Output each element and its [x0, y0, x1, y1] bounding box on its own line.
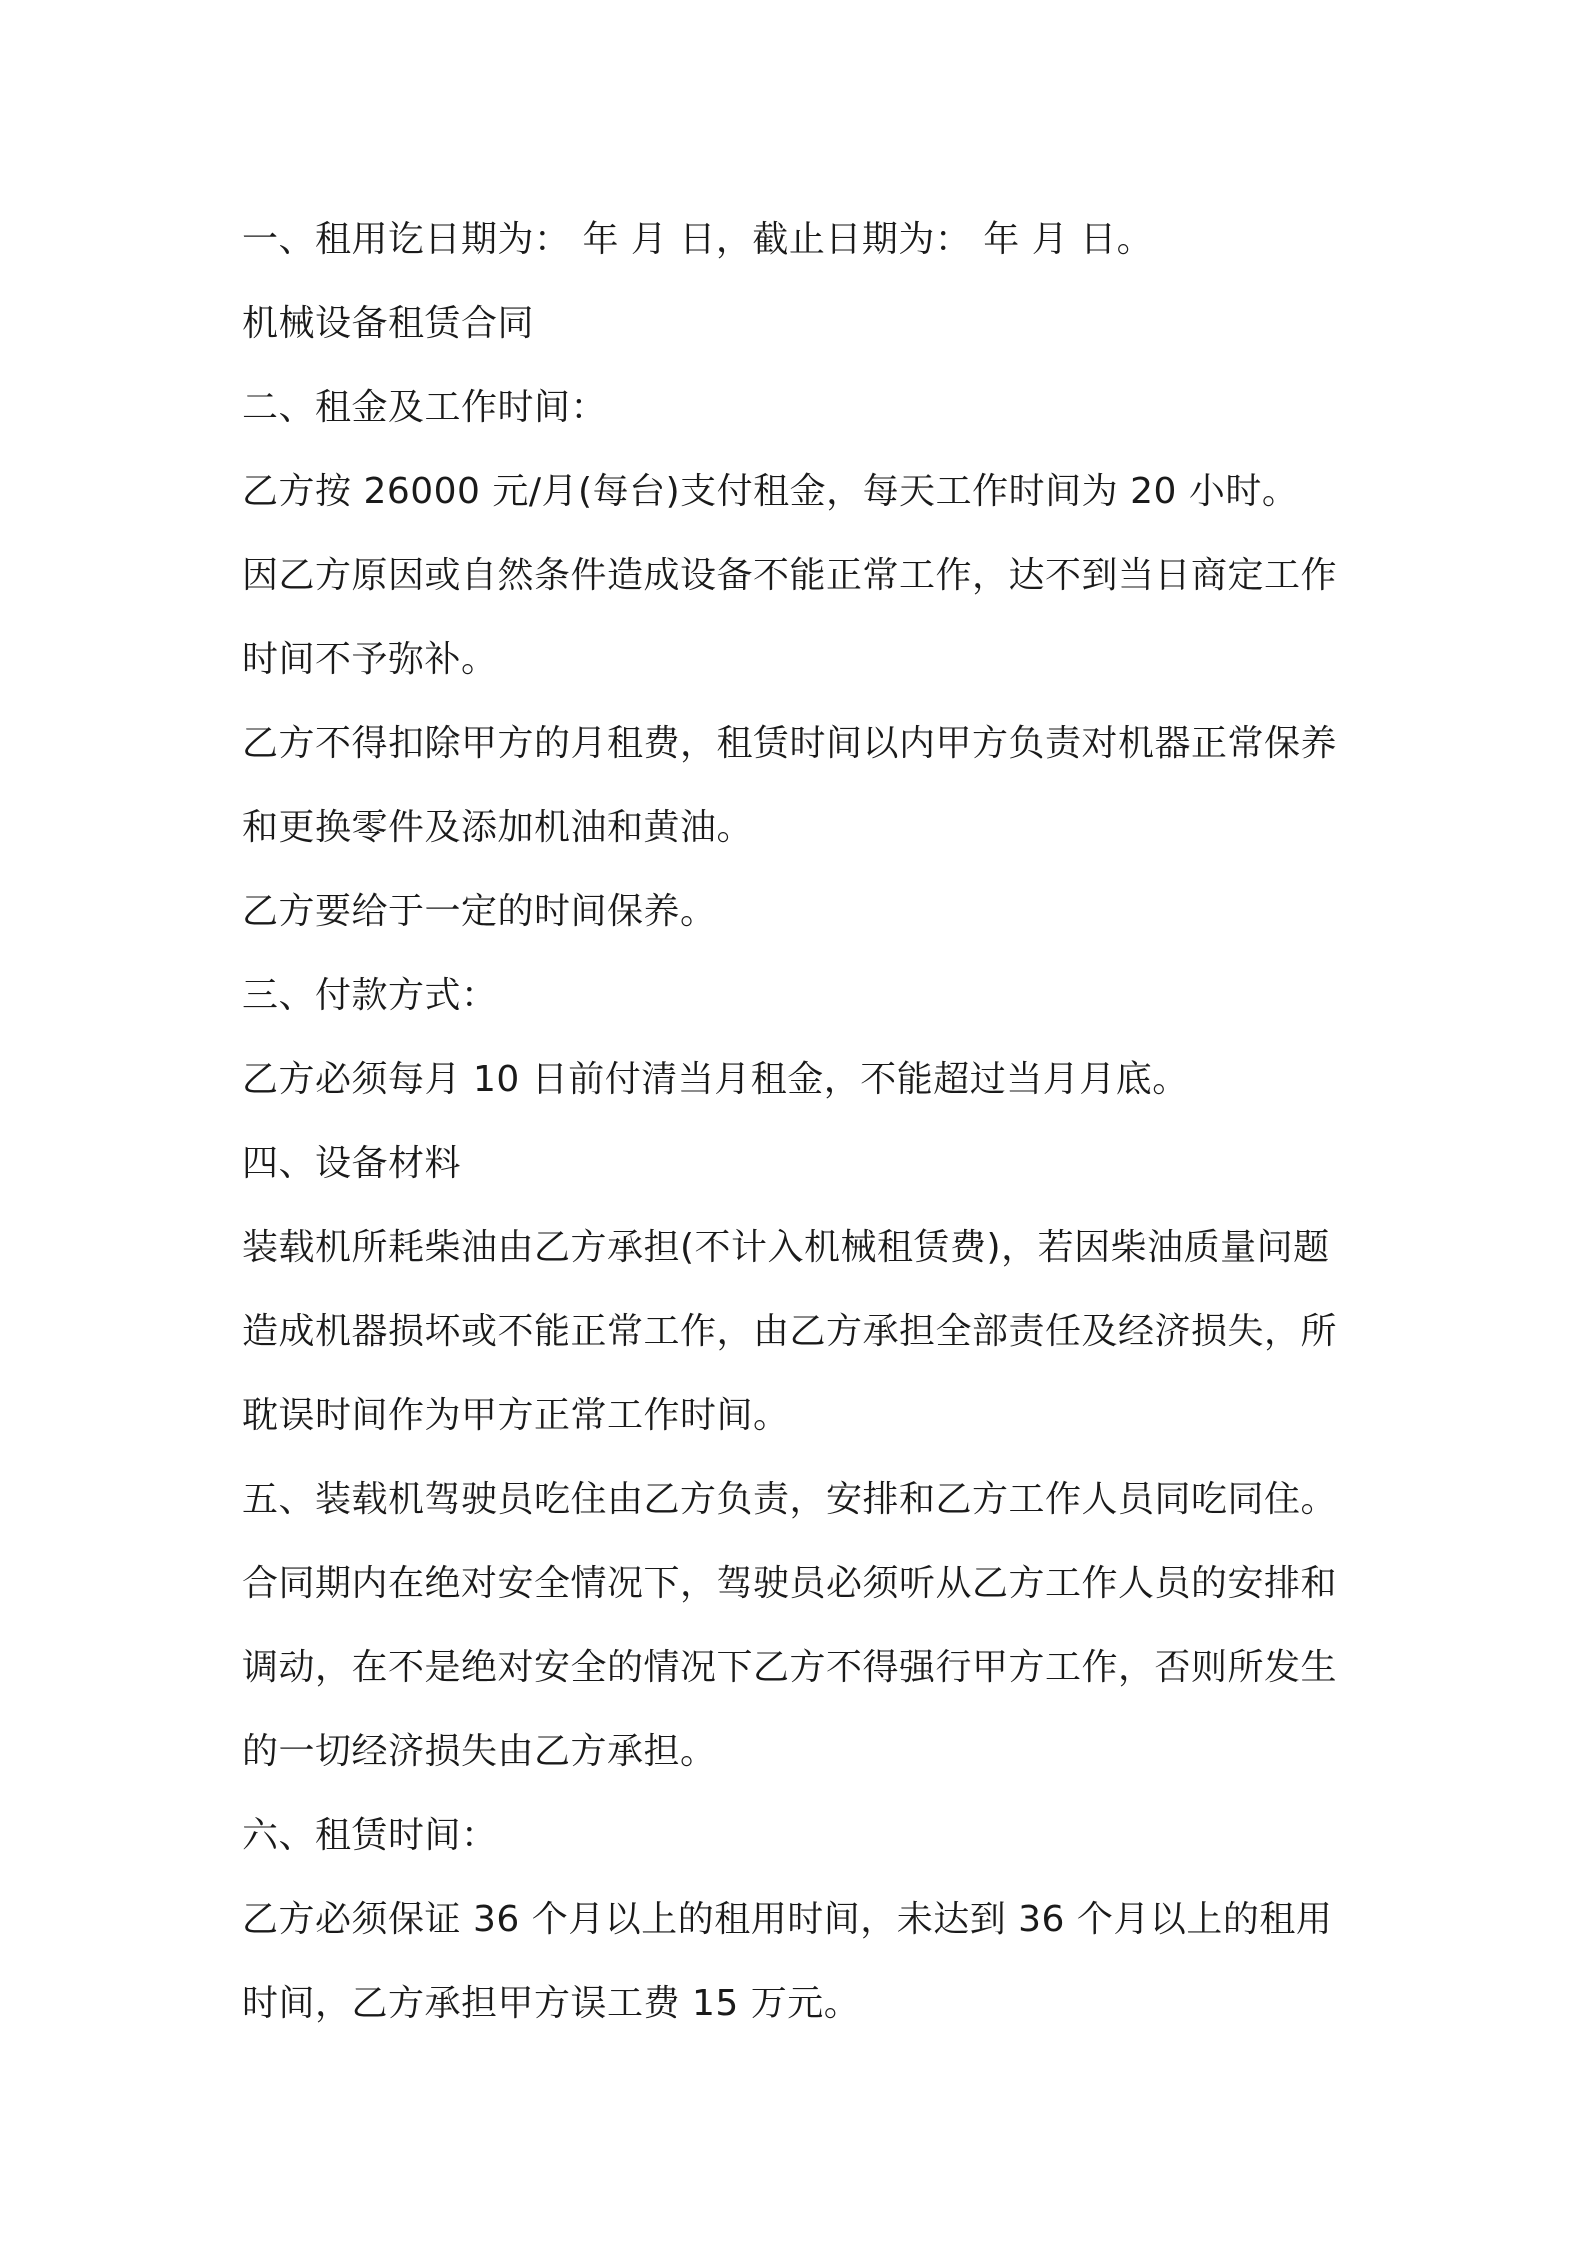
paragraph-line: 乙方必须保证 36 个月以上的租用时间，未达到 36 个月以上的租用	[242, 1899, 1333, 1940]
paragraph-line: 造成机器损坏或不能正常工作，由乙方承担全部责任及经济损失，所	[242, 1311, 1338, 1352]
contract-title: 机械设备租赁合同	[242, 303, 535, 344]
rental-date-line: 一、租用讫日期为： 年 月 日，截止日期为： 年 月 日。	[242, 219, 1154, 260]
paragraph-line: 时间，乙方承担甲方误工费 15 万元。	[242, 1983, 861, 2024]
paragraph-line: 耽误时间作为甲方正常工作时间。	[242, 1395, 790, 1436]
paragraph-line: 的一切经济损失由乙方承担。	[242, 1731, 717, 1772]
paragraph-line: 合同期内在绝对安全情况下，驾驶员必须听从乙方工作人员的安排和	[242, 1563, 1338, 1604]
section-rent-heading: 二、租金及工作时间：	[242, 387, 608, 428]
section-payment-heading: 三、付款方式：	[242, 975, 498, 1016]
paragraph-line: 装载机所耗柴油由乙方承担(不计入机械租赁费)，若因柴油质量问题	[242, 1227, 1330, 1268]
paragraph-line: 乙方必须每月 10 日前付清当月租金，不能超过当月月底。	[242, 1059, 1189, 1100]
paragraph-line: 乙方按 26000 元/月(每台)支付租金，每天工作时间为 20 小时。	[242, 471, 1299, 512]
contract-body	[242, 198, 1362, 2046]
paragraph-line: 乙方要给于一定的时间保养。	[242, 891, 717, 932]
paragraph-line: 和更换零件及添加机油和黄油。	[242, 807, 754, 848]
section-driver-line: 五、装载机驾驶员吃住由乙方负责，安排和乙方工作人员同吃同住。	[242, 1479, 1338, 1520]
section-lease-time-heading: 六、租赁时间：	[242, 1815, 498, 1856]
paragraph-line: 调动，在不是绝对安全的情况下乙方不得强行甲方工作，否则所发生	[242, 1647, 1338, 1688]
paragraph-line: 因乙方原因或自然条件造成设备不能正常工作，达不到当日商定工作	[242, 555, 1338, 596]
paragraph-line: 乙方不得扣除甲方的月租费，租赁时间以内甲方负责对机器正常保养	[242, 723, 1338, 764]
section-materials-heading: 四、设备材料	[242, 1143, 462, 1184]
paragraph-line: 时间不予弥补。	[242, 639, 498, 680]
